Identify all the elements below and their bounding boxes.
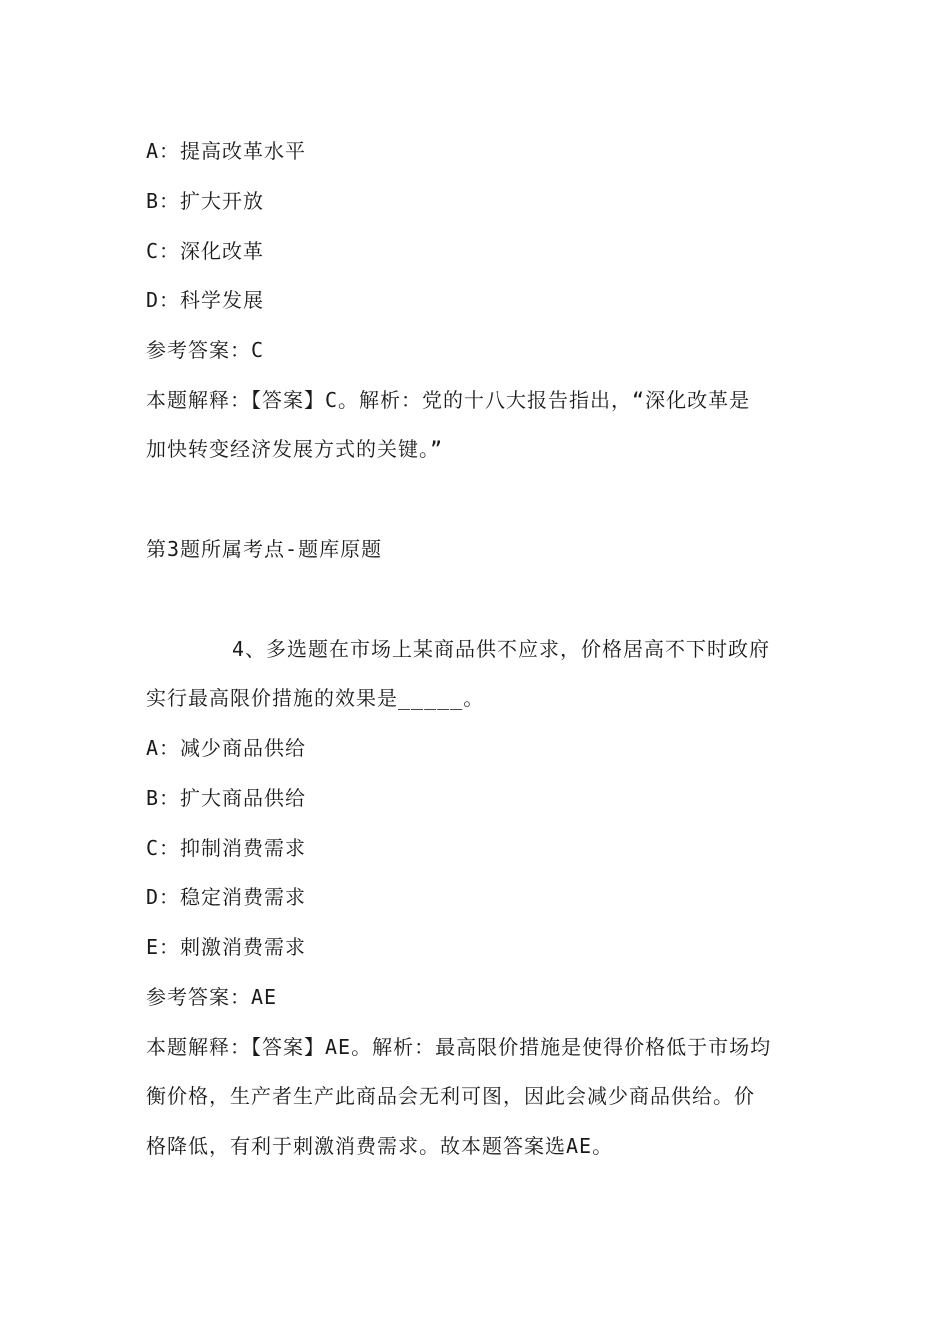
q4-explanation-line-2: 衡价格，生产者生产此商品会无利可图，因此会减少商品供给。价 <box>146 1084 755 1108</box>
q4-option-c: C：抑制消费需求 <box>146 836 307 860</box>
q4-option-a: A：减少商品供给 <box>146 736 307 760</box>
q3-option-b: B：扩大开放 <box>146 189 265 213</box>
q4-answer: 参考答案：AE <box>146 985 278 1009</box>
q3-answer: 参考答案：C <box>146 338 265 362</box>
q4-explanation-line-3: 格降低，有利于刺激消费需求。故本题答案选AE。 <box>146 1134 614 1158</box>
q4-option-b: B：扩大商品供给 <box>146 786 307 810</box>
q4-option-e: E：刺激消费需求 <box>146 935 307 959</box>
q4-option-d: D：稳定消费需求 <box>146 885 307 909</box>
q4-explanation-line-1: 本题解释：【答案】AE。解析：最高限价措施是使得价格低于市场均 <box>146 1035 772 1059</box>
q3-option-a: A：提高改革水平 <box>146 139 307 163</box>
q3-option-c: C：深化改革 <box>146 239 265 263</box>
q4-question-line-2: 实行最高限价措施的效果是_____。 <box>146 686 485 710</box>
q3-explanation-line-1: 本题解释：【答案】C。解析：党的十八大报告指出，“深化改革是 <box>146 388 751 412</box>
q4-question-line-1: 4、多选题在市场上某商品供不应求，价格居高不下时政府 <box>232 637 771 661</box>
q3-source: 第3题所属考点-题库原题 <box>146 537 383 561</box>
q3-option-d: D：科学发展 <box>146 288 265 312</box>
q3-explanation-line-2: 加快转变经济发展方式的关键。” <box>146 437 444 461</box>
